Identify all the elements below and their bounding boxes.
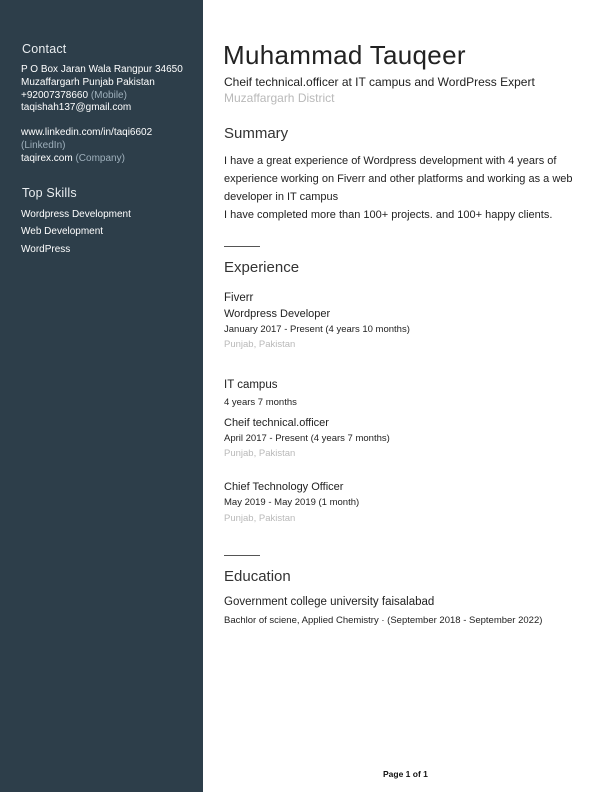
website-label: (Company) [75, 153, 125, 164]
itcampus-role-2-location: Punjab, Pakistan [224, 513, 296, 524]
skill-item: WordPress [21, 244, 71, 255]
headline: Cheif technical.officer at IT campus and WordPress Expert [224, 75, 535, 89]
itcampus-company: IT campus [224, 379, 278, 391]
section-divider [224, 555, 260, 556]
address-line-1: P O Box Jaran Wala Rangpur 34650 [21, 64, 183, 75]
itcampus-role-1-location: Punjab, Pakistan [224, 448, 296, 459]
experience-heading: Experience [224, 259, 300, 276]
summary-paragraph-1: I have a great experience of Wordpress development with 4 years of experience working on Fiverr and other platforms and working as a web developer in IT campus [224, 155, 573, 203]
linkedin-link[interactable]: www.linkedin.com/in/taqi6602 [21, 127, 153, 138]
phone-number: +92007378660 [21, 90, 89, 101]
itcampus-role-2: Chief Technology Officer [224, 481, 344, 493]
location: Muzaffargarh District [224, 91, 335, 105]
education-degree: Bachlor of sciene, Applied Chemistry · (September 2018 - September 2022) [224, 615, 543, 626]
summary-heading: Summary [224, 125, 289, 142]
phone-line [21, 90, 127, 102]
top-skills-heading: Top Skills [22, 186, 77, 200]
education-heading: Education [224, 568, 291, 585]
email-link[interactable]: taqishah137@gmail.com [21, 102, 132, 113]
website-line [21, 153, 125, 165]
phone-label: (Mobile) [90, 90, 127, 101]
section-divider [224, 246, 260, 247]
summary-paragraph-2: I have completed more than 100+ projects. and 100+ happy clients. [224, 209, 553, 221]
itcampus-role-1: Cheif technical.officer [224, 417, 329, 429]
address-line-2: Muzaffargarh Punjab Pakistan [21, 77, 155, 88]
linkedin-label: (LinkedIn) [21, 140, 66, 151]
page-number: Page 1 of 1 [383, 769, 428, 779]
fiverr-company: Fiverr [224, 292, 254, 304]
education-school: Government college university faisalabad [224, 596, 435, 608]
profile-name: Muhammad Tauqeer [223, 40, 466, 70]
skill-item: Wordpress Development [21, 209, 131, 220]
itcampus-role-1-dates: April 2017 - Present (4 years 7 months) [224, 433, 390, 444]
summary-text [224, 152, 596, 224]
itcampus-tenure: 4 years 7 months [224, 397, 297, 408]
skill-item: Web Development [21, 226, 104, 237]
fiverr-dates: January 2017 - Present (4 years 10 months) [224, 324, 410, 335]
fiverr-role: Wordpress Developer [224, 308, 331, 320]
contact-heading: Contact [22, 42, 67, 56]
sidebar [0, 0, 203, 792]
website-link[interactable]: taqirex.com [21, 153, 73, 164]
fiverr-location: Punjab, Pakistan [224, 339, 296, 350]
itcampus-role-2-dates: May 2019 - May 2019 (1 month) [224, 497, 360, 508]
